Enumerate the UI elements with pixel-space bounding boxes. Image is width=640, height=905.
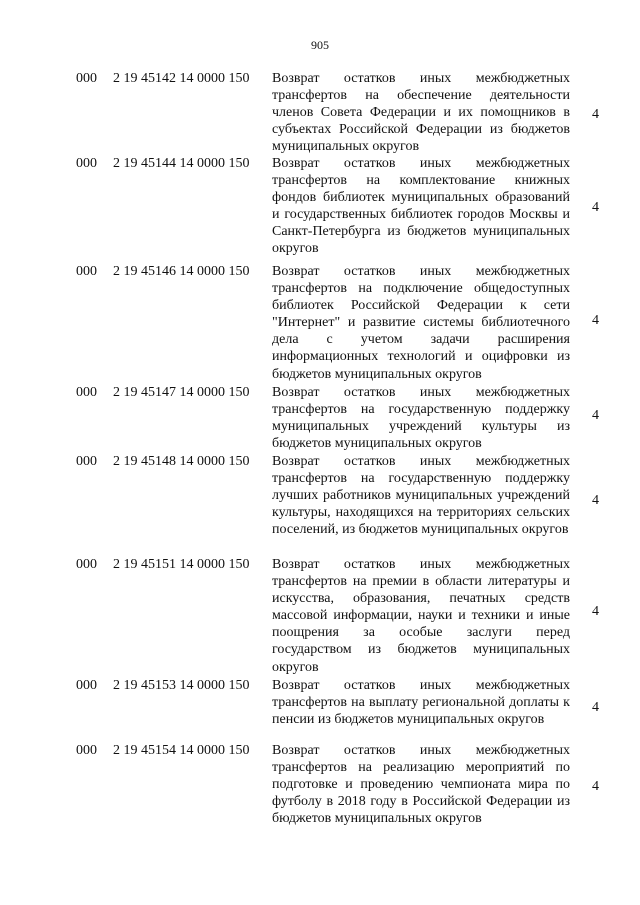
- budget-code: 2 19 45144 14 0000 150: [113, 156, 250, 171]
- admin-code: 000: [76, 743, 97, 758]
- table-row: [0, 70, 640, 155]
- admin-code: 000: [76, 71, 97, 86]
- budget-code: 2 19 45142 14 0000 150: [113, 71, 250, 86]
- page-number: 905: [311, 38, 329, 52]
- table-row: [0, 453, 640, 555]
- row-value: 4: [592, 107, 599, 122]
- row-value: 4: [592, 313, 599, 328]
- admin-code: 000: [76, 264, 97, 279]
- budget-code: 2 19 45154 14 0000 150: [113, 743, 250, 758]
- budget-code: 2 19 45146 14 0000 150: [113, 264, 250, 279]
- row-value: 4: [592, 779, 599, 794]
- row-description: Возврат остатков иных межбюджетных трансфертов на подключение общедоступных библиотек Российской Федерации к сети "Интернет" и развитие системы библиотечного дела с учетом задачи расширения информационных технологий и оцифровки из бюджетов муниципальных округов: [272, 264, 570, 382]
- budget-code: 2 19 45153 14 0000 150: [113, 678, 250, 693]
- row-description: Возврат остатков иных межбюджетных трансфертов на реализацию мероприятий по подготовке и проведению чемпионата мира по футболу в 2018 году в Российской Федерации из бюджетов муниципальных округов: [272, 743, 570, 827]
- row-value: 4: [592, 200, 599, 215]
- table-row: [0, 384, 640, 450]
- row-value: 4: [592, 493, 599, 508]
- row-description: Возврат остатков иных межбюджетных трансфертов на государственную поддержку муниципальных учреждений культуры из бюджетов муниципальных округов: [272, 385, 570, 452]
- row-description: Возврат остатков иных межбюджетных трансфертов на государственную поддержку лучших работников муниципальных учреждений культуры, находящихся на территориях сельских поселений, из бюджетов муниципальных округов: [272, 454, 570, 538]
- table-row: [0, 677, 640, 743]
- row-value: 4: [592, 700, 599, 715]
- budget-code: 2 19 45148 14 0000 150: [113, 454, 250, 469]
- admin-code: 000: [76, 454, 97, 469]
- budget-code: 2 19 45151 14 0000 150: [113, 557, 250, 572]
- table-row: [0, 742, 640, 832]
- row-description: Возврат остатков иных межбюджетных трансфертов на обеспечение деятельности членов Совета Федерации и их помощников в субъектах Российской Федерации из бюджетов муниципальных округов: [272, 71, 570, 155]
- table-row: [0, 263, 640, 383]
- row-value: 4: [592, 408, 599, 423]
- row-value: 4: [592, 604, 599, 619]
- admin-code: 000: [76, 385, 97, 400]
- row-description: Возврат остатков иных межбюджетных трансфертов на комплектование книжных фондов библиотек муниципальных образований и государственных библиотек городов Москвы и Санкт-Петербурга из бюджетов муниципальных округов: [272, 156, 570, 257]
- budget-code: 2 19 45147 14 0000 150: [113, 385, 250, 400]
- table-row: [0, 556, 640, 674]
- admin-code: 000: [76, 557, 97, 572]
- table-row: [0, 155, 640, 263]
- row-description: Возврат остатков иных межбюджетных трансфертов на премии в области литературы и искусства, образования, печатных средств массовой информации, науки и техники и иные поощрения за особые заслуги перед государством из бюджетов муниципальных округов: [272, 557, 570, 675]
- row-description: Возврат остатков иных межбюджетных трансфертов на выплату региональной доплаты к пенсии из бюджетов муниципальных округов: [272, 678, 570, 728]
- admin-code: 000: [76, 156, 97, 171]
- admin-code: 000: [76, 678, 97, 693]
